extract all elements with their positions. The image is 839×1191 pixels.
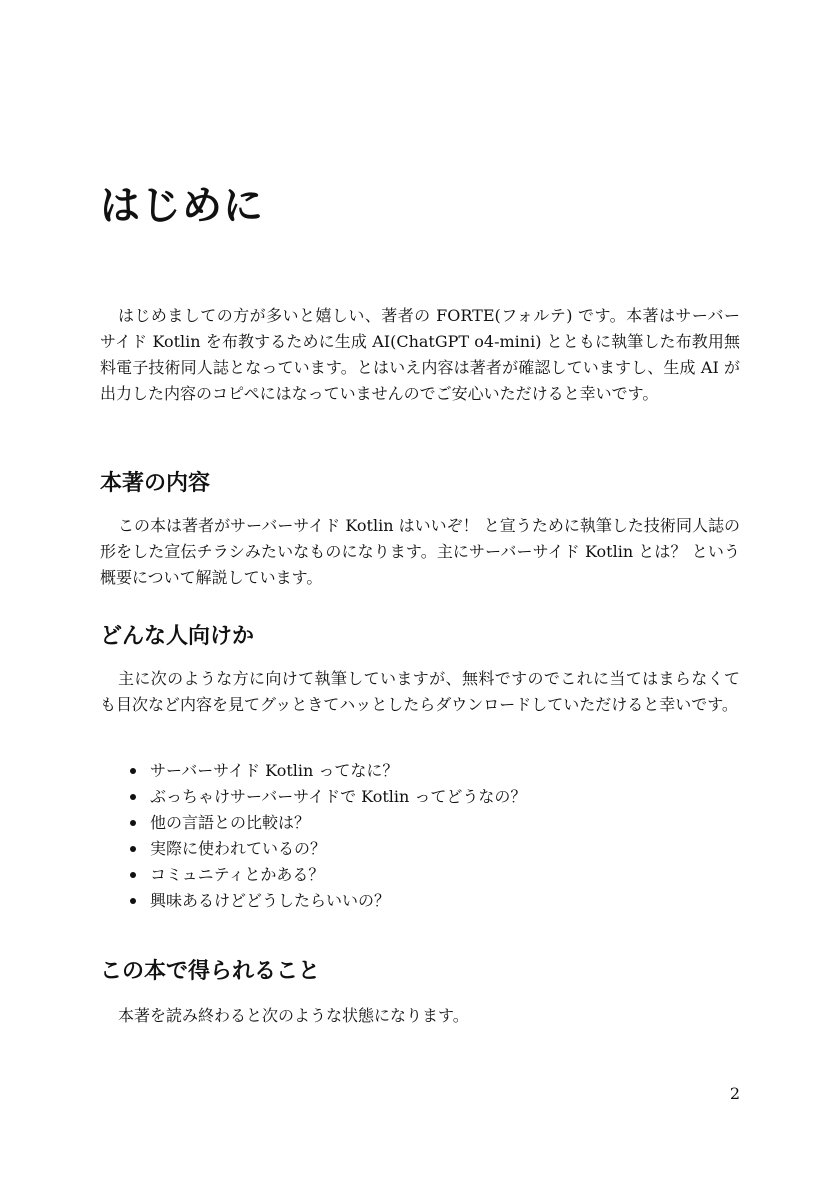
list-item xyxy=(100,888,740,914)
list-item xyxy=(100,836,740,862)
bullet-icon xyxy=(130,872,136,878)
section-heading-contents: 本著の内容 xyxy=(100,471,211,496)
list-item xyxy=(100,862,740,888)
bullet-icon xyxy=(130,846,136,852)
list-item xyxy=(100,810,740,836)
list-item xyxy=(100,784,740,810)
list-item-text: 他の言語との比較は？ xyxy=(150,813,311,832)
section-body-gains: 本著を読み終わると次のような状態になります。 xyxy=(118,1006,469,1025)
section-body-contents: この本は著者がサーバーサイド Kotlin はいいぞ！ と宣うために執筆した技術同人誌の形をした宣伝チラシみたいなものになります。主にサーバーサイド Kotlin とは？ という概要について解説しています。 xyxy=(100,516,740,587)
bullet-icon xyxy=(130,794,136,800)
section-heading-audience: どんな人向けか xyxy=(100,624,255,649)
section-body-audience: 主に次のような方に向けて執筆していますが、無料ですのでこれに当てはまらなくても目次など内容を見てグッときてハッとしたらダウンロードしていただけると幸いです。 xyxy=(100,669,740,714)
list-item-text: 興味あるけどどうしたらいいの？ xyxy=(150,891,391,910)
bullet-icon xyxy=(130,768,136,774)
list-item-text: サーバーサイド Kotlin ってなに？ xyxy=(150,761,399,780)
section-heading-gains: この本で得られること xyxy=(100,959,321,984)
bullet-icon xyxy=(130,820,136,826)
list-item-text: 実際に使われているの？ xyxy=(150,839,327,858)
list-item xyxy=(100,758,740,784)
audience-list xyxy=(100,758,740,914)
bullet-icon xyxy=(130,898,136,904)
chapter-title: はじめに xyxy=(100,183,264,229)
intro-paragraph: はじめましての方が多いと嬉しい、著者の FORTE(フォルテ) です。本著はサーバーサイド Kotlin を布教するために生成 AI(ChatGPT o4-mini) とともに執筆した布教用無料電子技術同人誌となっています。とはいえ内容は著者が確認していますし、生成 AI が出力した内容のコピペにはなっていませんのでご安心いただけると幸いです。 xyxy=(100,306,740,403)
list-item-text: ぶっちゃけサーバーサイドで Kotlin ってどうなの？ xyxy=(150,787,527,806)
list-item-text: コミュニティとかある？ xyxy=(150,865,325,884)
page-number: 2 xyxy=(729,1084,740,1103)
